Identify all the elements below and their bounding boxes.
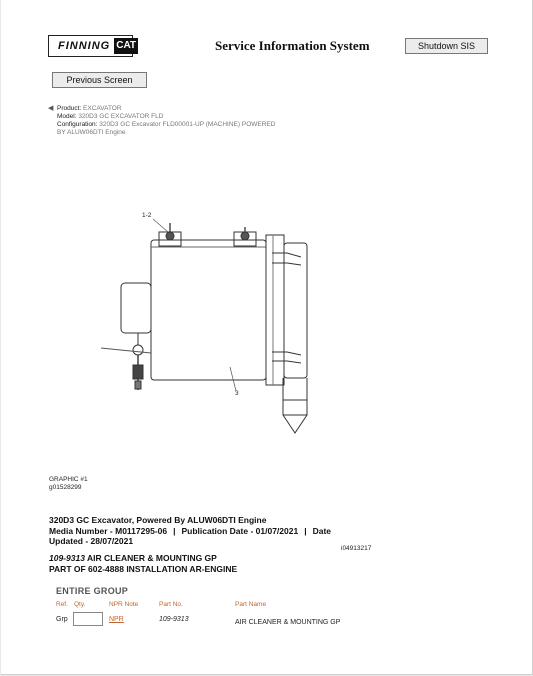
page-title: Service Information System	[215, 38, 370, 53]
config-value: 320D3 GC Excavator FLD00001-UP (MACHINE) POWERED	[99, 121, 276, 128]
sensor-connector	[133, 365, 143, 379]
sis-page	[1, 0, 533, 675]
shutdown-sis-button[interactable]: Shutdown SIS	[405, 38, 488, 54]
end-cap	[266, 235, 284, 385]
air-cleaner-body	[151, 240, 266, 380]
group-name: AIR CLEANER & MOUNTING GP	[86, 553, 217, 563]
service-indicator	[121, 283, 151, 333]
product-info	[50, 105, 275, 137]
indicator-fitting	[133, 345, 143, 355]
cat-badge: CAT	[114, 38, 138, 54]
graphic-id: g01528299	[49, 484, 82, 491]
config-label: Configuration:	[57, 121, 98, 128]
model-value: 320D3 GC EXCAVATOR FLD	[78, 113, 164, 120]
col-header-ref: Ref.	[56, 601, 68, 608]
product-value: EXCAVATOR	[83, 105, 122, 112]
row-part-name: AIR CLEANER & MOUNTING GP	[235, 619, 341, 626]
group-part-of: PART OF 602-4888 INSTALLATION AR-ENGINE	[49, 563, 238, 574]
housing-clip-top	[272, 253, 301, 265]
collapse-arrow-icon[interactable]: ◀	[48, 105, 54, 112]
logo-wordmark: FINNING	[58, 40, 111, 52]
callout-1-2: 1-2	[142, 212, 152, 219]
group-title	[49, 553, 237, 574]
updated-line: Updated - 28/07/2021	[49, 536, 134, 546]
product-label: Product:	[57, 105, 82, 112]
callout-3: 3	[235, 390, 239, 397]
previous-screen-button[interactable]: Previous Screen	[52, 72, 147, 88]
col-header-part-no: Part No.	[159, 601, 183, 608]
publication-date: Publication Date - 01/07/2021	[181, 525, 299, 536]
date-label: Date	[312, 525, 332, 536]
row-part-no: 109-9313	[159, 616, 189, 623]
col-header-npr: NPR Note	[109, 601, 139, 608]
col-header-part-name: Part Name	[235, 601, 267, 608]
housing-clip-bottom	[272, 352, 301, 363]
graphic-label: GRAPHIC #1	[49, 476, 88, 483]
group-part-number: 109-9313	[49, 553, 85, 563]
media-line: Media Number - M0117295-06 | Publication Date - 01/07/2021 | Date	[49, 525, 332, 536]
media-description	[49, 515, 331, 547]
dust-valve	[283, 378, 307, 433]
finning-cat-logo	[48, 35, 137, 57]
machine-line: 320D3 GC Excavator, Powered By ALUW06DTI Engine	[49, 515, 267, 525]
product-row	[50, 105, 275, 113]
config-row-cont	[50, 129, 275, 137]
graphic-caption	[49, 476, 88, 492]
air-cleaner-diagram	[91, 205, 326, 440]
reference-id: i04913217	[341, 545, 372, 552]
npr-link-text[interactable]: NPR	[109, 616, 124, 623]
quantity-input[interactable]	[73, 612, 103, 626]
entire-group-heading: ENTIRE GROUP	[56, 586, 129, 596]
config-value-cont: BY ALUW06DTI Engine	[57, 129, 126, 136]
col-header-qty: Qty.	[74, 601, 86, 608]
model-row	[50, 113, 275, 121]
row-npr-link[interactable]	[109, 616, 124, 623]
model-label: Model:	[57, 113, 77, 120]
row-ref: Grp	[56, 616, 68, 623]
config-row	[50, 121, 275, 129]
media-number: Media Number - M0117295-06	[49, 525, 168, 536]
